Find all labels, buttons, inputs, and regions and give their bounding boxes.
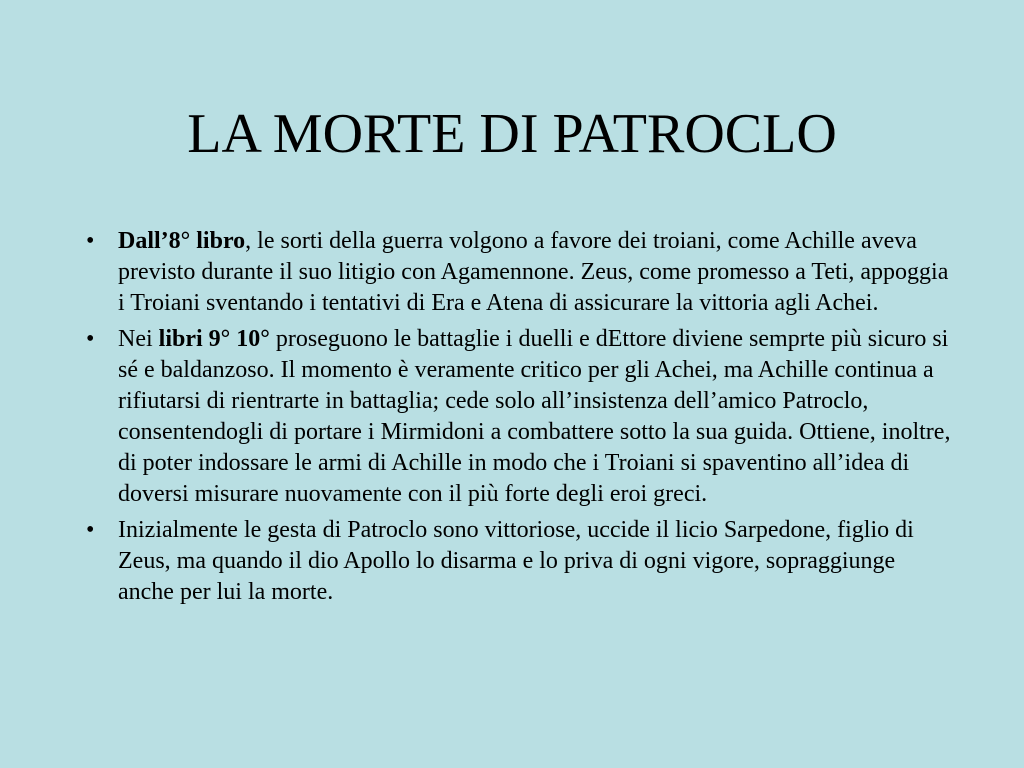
bullet-icon: •	[86, 228, 95, 254]
bullet-icon: •	[86, 326, 95, 352]
bullet-list	[72, 226, 952, 613]
bullet-text: , le sorti della guerra volgono a favore dei troiani, come Achille aveva previsto durante il suo litigio con Agamennone. Zeus, come promesso a Teti, appoggia i Troiani sventando i tentativi di Era e Atena di assicurare la vittoria agli Achei.	[118, 228, 949, 316]
bullet-text: Inizialmente le gesta di Patroclo sono vittoriose, uccide il licio Sarpedone, figlio di Zeus, ma quando il dio Apollo lo disarma e lo priva di ogni vigore, sopraggiunge anche per lui la morte.	[118, 517, 914, 605]
bullet-icon: •	[86, 517, 95, 543]
bullet-item	[72, 226, 952, 319]
bullet-item	[72, 515, 952, 608]
bullet-bold-text: libri 9° 10°	[158, 326, 270, 352]
slide-title: LA MORTE DI PATROCLO	[187, 103, 837, 165]
bullet-bold-text: Dall’8° libro	[118, 228, 246, 254]
bullet-text: Nei	[118, 326, 159, 352]
bullet-item	[72, 324, 952, 510]
bullet-text: proseguono le battaglie i duelli e dEttore diviene semprte più sicuro si sé e baldanzoso. Il momento è veramente critico per gli Achei, ma Achille continua a rifiutarsi di rientrarte in battaglia; cede solo all’insistenza dell’amico Patroclo, consentendogli di portare i Mirmidoni a combattere sotto la sua guida. Ottiene, inoltre, di poter indossare le armi di Achille in modo che i Troiani si spaventino all’idea di doversi misurare nuovamente con il più forte degli eroi greci.	[118, 326, 951, 507]
